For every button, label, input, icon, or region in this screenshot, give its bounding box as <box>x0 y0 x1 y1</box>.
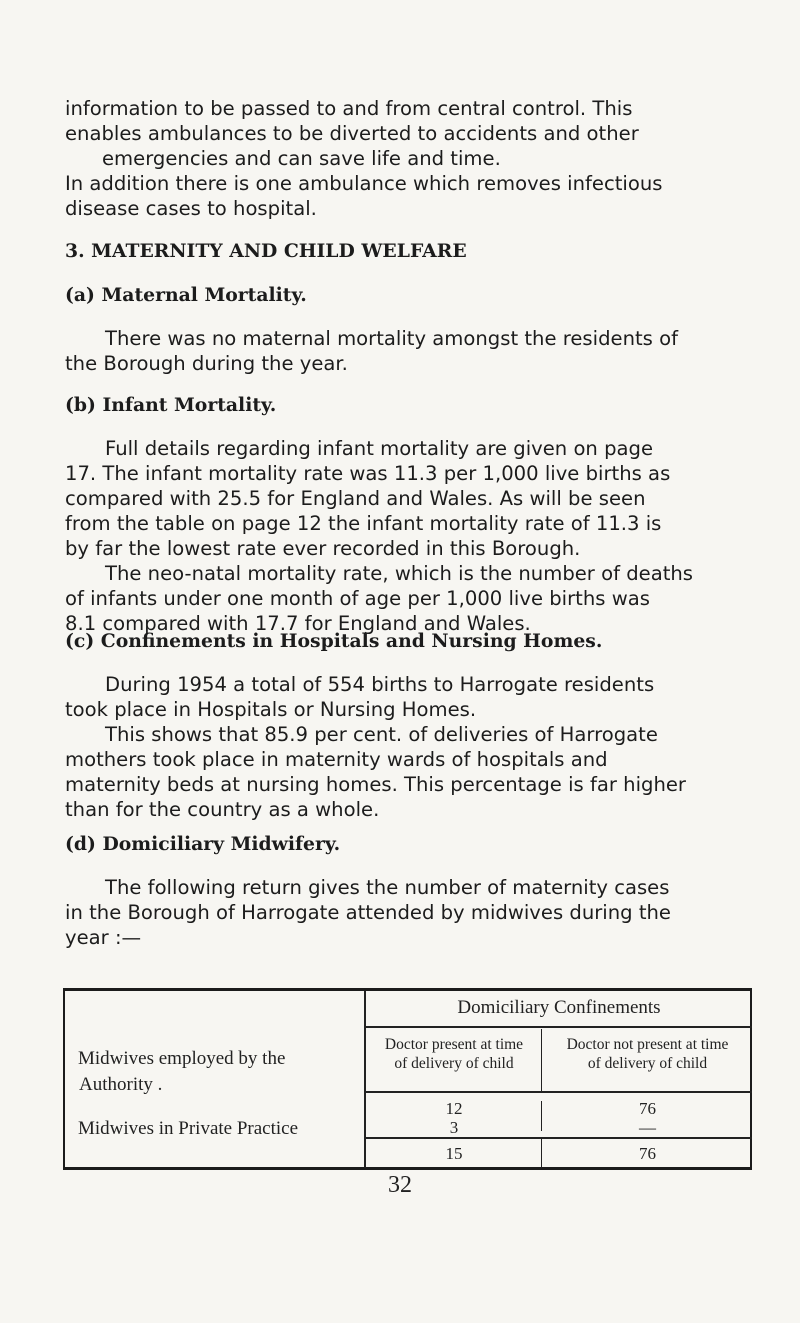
text-line: maternity beds at nursing homes. This percentage is far higher <box>65 773 686 796</box>
header-line: of delivery of child <box>587 1055 708 1072</box>
subsection-heading-b: (b) Infant Mortality. <box>65 394 277 416</box>
text-line: disease cases to hospital. <box>65 197 317 220</box>
text-line: information to be passed to and from central control. This <box>65 97 633 120</box>
intro-paragraph <box>65 96 639 171</box>
value-cell: 12 <box>445 1099 463 1118</box>
header-rule <box>366 1091 752 1093</box>
text-line: The following return gives the number of maternity cases <box>105 876 670 899</box>
subsection-heading-c: (c) Confinements in Hospitals and Nursing Homes. <box>65 630 603 652</box>
total-cell: 15 <box>445 1144 463 1163</box>
paragraph-b <box>65 436 670 561</box>
text-line: took place in Hospitals or Nursing Homes. <box>65 698 477 721</box>
header-line: of delivery of child <box>394 1055 514 1072</box>
group-header: Domiciliary Confinements <box>457 997 661 1018</box>
midwifery-table <box>63 988 752 1170</box>
total-cell: 76 <box>639 1144 656 1163</box>
text-line: There was no maternal mortality amongst the residents of <box>105 327 678 350</box>
paragraph-b2 <box>65 561 693 636</box>
paragraph-d <box>65 875 671 950</box>
paragraph-c2 <box>65 722 686 822</box>
text-line: in the Borough of Harrogate attended by midwives during the <box>65 901 671 924</box>
text-line: mothers took place in maternity wards of hospitals and <box>65 748 608 771</box>
text-line: than for the country as a whole. <box>65 798 380 821</box>
label-line: Midwives employed by the <box>78 1048 286 1069</box>
header-line: Doctor not present at time <box>566 1036 729 1053</box>
text-line: 17. The infant mortality rate was 11.3 per 1,000 live births as <box>65 462 671 485</box>
value-cell: — <box>639 1118 656 1137</box>
text-line: 8.1 compared with 17.7 for England and Wales. <box>65 612 531 635</box>
text-line: by far the lowest rate ever recorded in this Borough. <box>65 537 581 560</box>
paragraph-a <box>65 326 678 376</box>
text-line: the Borough during the year. <box>65 352 348 375</box>
text-line: of infants under one month of age per 1,000 live births was <box>65 587 650 610</box>
text-line: from the table on page 12 the infant mortality rate of 11.3 is <box>65 512 662 535</box>
header-rule <box>366 1026 752 1028</box>
header-line: Doctor present at time <box>384 1036 524 1053</box>
intro-paragraph-2 <box>65 171 663 221</box>
text-line: compared with 25.5 for England and Wales. As will be seen <box>65 487 646 510</box>
section-heading: 3. MATERNITY AND CHILD WELFARE <box>65 240 467 262</box>
text-line: The neo-natal mortality rate, which is the number of deaths <box>105 562 694 585</box>
text-line: During 1954 a total of 554 births to Harrogate residents <box>105 673 655 696</box>
row-label-authority <box>78 1046 285 1098</box>
row-label-private-practice: Midwives in Private Practice <box>78 1118 299 1139</box>
paragraph-c <box>65 672 654 722</box>
text-line: In addition there is one ambulance which removes infectious <box>65 172 663 195</box>
column-header-doctor-present <box>366 1035 542 1073</box>
text-line: enables ambulances to be diverted to accidents and other <box>65 122 639 145</box>
value-cell: 3 <box>449 1118 459 1137</box>
text-line: This shows that 85.9 per cent. of deliveries of Harrogate <box>105 723 658 746</box>
label-line: Authority . <box>79 1074 163 1095</box>
value-cell: 76 <box>639 1099 656 1118</box>
subsection-heading-a: (a) Maternal Mortality. <box>65 284 307 306</box>
page-number: 32 <box>388 1172 412 1198</box>
column-header-doctor-not-present <box>543 1035 752 1073</box>
text-line: year :— <box>65 926 142 949</box>
subsection-heading-d: (d) Domiciliary Midwifery. <box>65 833 341 855</box>
text-line: emergencies and can save life and time. <box>102 147 501 170</box>
text-line: Full details regarding infant mortality are given on page <box>105 437 654 460</box>
